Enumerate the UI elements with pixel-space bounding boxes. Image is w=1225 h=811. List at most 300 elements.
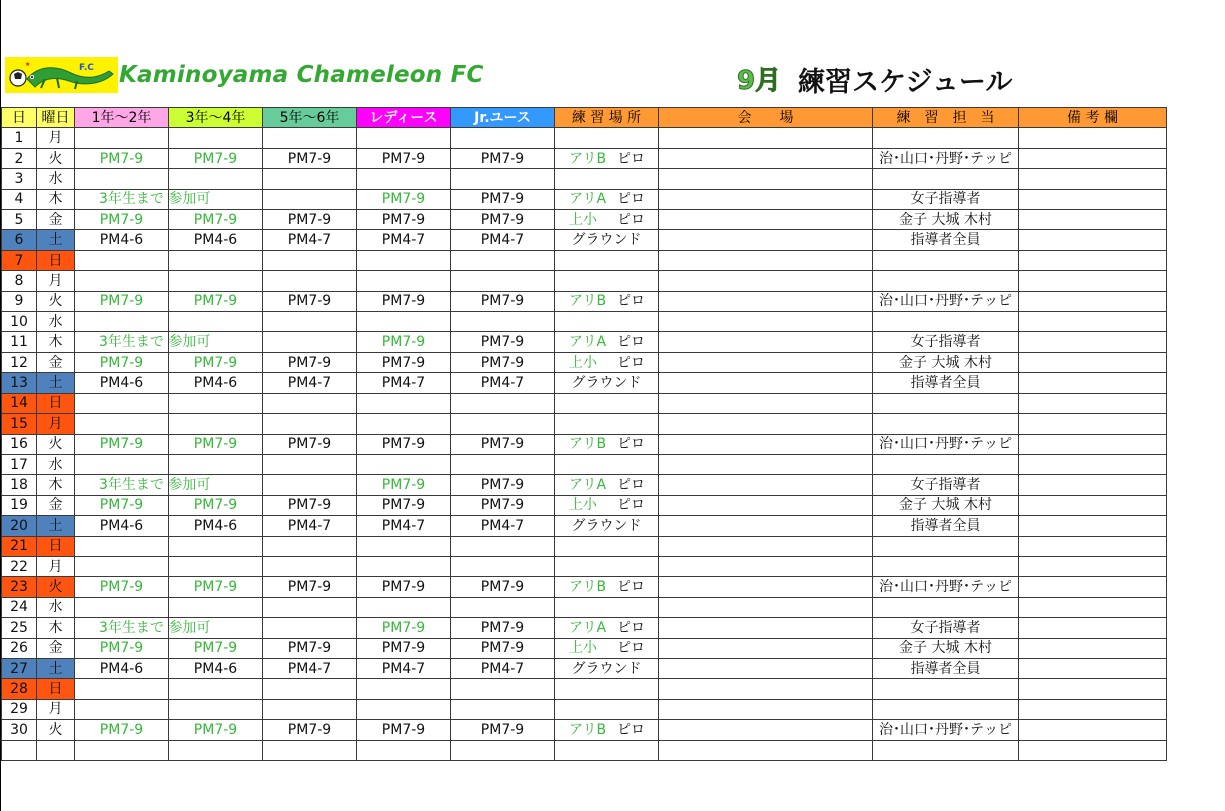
coach-cell: 金子 大城 木村 bbox=[873, 495, 1019, 515]
empty-cell bbox=[873, 679, 1019, 699]
empty-cell bbox=[75, 312, 169, 332]
weekday-cell: 月 bbox=[37, 699, 75, 719]
place-sub: ピロ bbox=[617, 640, 645, 657]
jr-youth-time: PM7-9 bbox=[451, 352, 555, 372]
venue-cell bbox=[659, 658, 873, 678]
empty-cell bbox=[263, 454, 357, 474]
empty-cell bbox=[75, 454, 169, 474]
table-row bbox=[2, 128, 1167, 148]
empty-cell bbox=[1019, 169, 1167, 189]
empty-cell bbox=[659, 271, 873, 291]
empty-cell bbox=[873, 699, 1019, 719]
weekday-cell: 日 bbox=[37, 536, 75, 556]
col-header-jr-youth: Jr.ユース bbox=[451, 108, 555, 128]
empty-cell bbox=[555, 454, 659, 474]
coach-cell: 指導者全員 bbox=[873, 373, 1019, 393]
empty-cell bbox=[451, 271, 555, 291]
place-main: アリB bbox=[569, 721, 607, 738]
grade-1-2-time: PM7-9 bbox=[75, 638, 169, 658]
empty-cell bbox=[1019, 454, 1167, 474]
empty-cell bbox=[873, 454, 1019, 474]
venue-cell bbox=[659, 332, 873, 352]
empty-cell bbox=[555, 536, 659, 556]
place-main: アリA bbox=[569, 619, 607, 636]
ladies-time: PM4-7 bbox=[357, 373, 451, 393]
table-row bbox=[2, 210, 1167, 230]
empty-cell bbox=[659, 169, 873, 189]
notes-cell bbox=[1019, 516, 1167, 536]
empty-cell bbox=[357, 128, 451, 148]
grade-5-6-time: PM7-9 bbox=[263, 291, 357, 311]
empty-cell bbox=[555, 250, 659, 270]
empty-cell bbox=[1019, 679, 1167, 699]
table-row bbox=[2, 393, 1167, 413]
empty-cell bbox=[169, 740, 263, 760]
grade-3-4-time: PM7-9 bbox=[169, 638, 263, 658]
venue-cell bbox=[659, 638, 873, 658]
day-cell: 21 bbox=[2, 536, 37, 556]
col-header-grade-3-4: 3年～4年 bbox=[169, 108, 263, 128]
empty-cell bbox=[659, 454, 873, 474]
coach-cell: 女子指導者 bbox=[873, 618, 1019, 638]
table-row bbox=[2, 495, 1167, 515]
venue-cell bbox=[659, 495, 873, 515]
grade-5-6-time: PM7-9 bbox=[263, 352, 357, 372]
notes-cell bbox=[1019, 210, 1167, 230]
grade-3-4-time: PM7-9 bbox=[169, 352, 263, 372]
practice-place bbox=[555, 210, 659, 230]
place-sub: ピロ bbox=[617, 334, 645, 351]
empty-cell bbox=[357, 597, 451, 617]
notes-cell bbox=[1019, 475, 1167, 495]
venue-cell bbox=[659, 577, 873, 597]
empty-cell bbox=[659, 536, 873, 556]
empty-cell bbox=[169, 312, 263, 332]
empty-cell bbox=[263, 271, 357, 291]
grade-3-4-time: PM4-6 bbox=[169, 516, 263, 536]
practice-place: グラウンド bbox=[555, 658, 659, 678]
col-header-venue: 会 場 bbox=[659, 108, 873, 128]
place-main: アリB bbox=[569, 579, 607, 596]
table-row bbox=[2, 250, 1167, 270]
table-row bbox=[2, 597, 1167, 617]
empty-cell bbox=[873, 393, 1019, 413]
grade-1-2-time: PM7-9 bbox=[75, 352, 169, 372]
empty-cell bbox=[1019, 536, 1167, 556]
empty-cell bbox=[555, 414, 659, 434]
header-row bbox=[2, 108, 1167, 128]
participation-note: 3年生まで 参加可 bbox=[75, 618, 169, 638]
table-row bbox=[2, 679, 1167, 699]
ladies-time: PM7-9 bbox=[357, 332, 451, 352]
practice-place: グラウンド bbox=[555, 230, 659, 250]
day-cell: 29 bbox=[2, 699, 37, 719]
grade-5-6-time: PM7-9 bbox=[263, 210, 357, 230]
empty-cell bbox=[451, 393, 555, 413]
empty-cell bbox=[555, 740, 659, 760]
empty-cell bbox=[75, 169, 169, 189]
day-cell bbox=[2, 740, 37, 760]
empty-cell bbox=[75, 740, 169, 760]
table-row bbox=[2, 720, 1167, 740]
weekday-cell: 月 bbox=[37, 414, 75, 434]
grade-3-4-time: PM4-6 bbox=[169, 658, 263, 678]
weekday-cell: 火 bbox=[37, 720, 75, 740]
empty-cell bbox=[169, 271, 263, 291]
empty-cell bbox=[75, 597, 169, 617]
empty-cell bbox=[263, 250, 357, 270]
table-row bbox=[2, 169, 1167, 189]
grade-3-4-time: PM7-9 bbox=[169, 148, 263, 168]
day-cell: 18 bbox=[2, 475, 37, 495]
notes-cell bbox=[1019, 638, 1167, 658]
practice-place bbox=[555, 352, 659, 372]
grade-3-4-time: PM7-9 bbox=[169, 210, 263, 230]
empty-cell bbox=[1019, 128, 1167, 148]
place-sub: ピロ bbox=[617, 477, 645, 494]
empty-cell bbox=[451, 536, 555, 556]
coach-cell: 指導者全員 bbox=[873, 658, 1019, 678]
day-cell: 28 bbox=[2, 679, 37, 699]
weekday-cell: 水 bbox=[37, 312, 75, 332]
venue-cell bbox=[659, 189, 873, 209]
practice-place bbox=[555, 148, 659, 168]
place-main: 上小 bbox=[569, 354, 597, 371]
jr-youth-time: PM7-9 bbox=[451, 495, 555, 515]
day-cell: 7 bbox=[2, 250, 37, 270]
empty-cell bbox=[659, 250, 873, 270]
col-header-grade-1-2: 1年～2年 bbox=[75, 108, 169, 128]
notes-cell bbox=[1019, 577, 1167, 597]
empty-cell bbox=[263, 597, 357, 617]
jr-youth-time: PM7-9 bbox=[451, 618, 555, 638]
empty-cell bbox=[1019, 414, 1167, 434]
weekday-cell: 日 bbox=[37, 250, 75, 270]
day-cell: 24 bbox=[2, 597, 37, 617]
logo-text: F.C bbox=[79, 63, 94, 73]
empty-cell bbox=[75, 536, 169, 556]
empty-cell bbox=[357, 169, 451, 189]
weekday-cell bbox=[37, 740, 75, 760]
grade-5-6-time: PM4-7 bbox=[263, 658, 357, 678]
coach-cell: 金子 大城 木村 bbox=[873, 210, 1019, 230]
table-row bbox=[2, 332, 1167, 352]
empty-cell bbox=[263, 128, 357, 148]
empty-cell bbox=[451, 556, 555, 576]
weekday-cell: 木 bbox=[37, 475, 75, 495]
empty-cell bbox=[873, 271, 1019, 291]
weekday-cell: 水 bbox=[37, 169, 75, 189]
grade-1-2-time: PM4-6 bbox=[75, 230, 169, 250]
table-row bbox=[2, 352, 1167, 372]
place-sub: ピロ bbox=[617, 191, 645, 208]
empty-cell bbox=[169, 556, 263, 576]
col-header-practice-place: 練 習 場 所 bbox=[555, 108, 659, 128]
grade-1-2-time: PM4-6 bbox=[75, 516, 169, 536]
table-row bbox=[2, 271, 1167, 291]
grade-5-6-time: PM7-9 bbox=[263, 148, 357, 168]
notes-cell bbox=[1019, 618, 1167, 638]
empty-cell bbox=[263, 699, 357, 719]
empty-cell bbox=[555, 128, 659, 148]
table-row bbox=[2, 658, 1167, 678]
empty-cell bbox=[451, 740, 555, 760]
col-header-notes: 備 考 欄 bbox=[1019, 108, 1167, 128]
empty-cell bbox=[555, 556, 659, 576]
empty-cell bbox=[1019, 740, 1167, 760]
grade-5-6-time: PM4-7 bbox=[263, 230, 357, 250]
empty-cell bbox=[1019, 393, 1167, 413]
weekday-cell: 金 bbox=[37, 352, 75, 372]
empty-cell bbox=[873, 740, 1019, 760]
chameleon-logo-icon bbox=[5, 57, 118, 93]
coach-cell: 治･山口･丹野･テッピ bbox=[873, 434, 1019, 454]
weekday-cell: 金 bbox=[37, 638, 75, 658]
table-row bbox=[2, 577, 1167, 597]
jr-youth-time: PM7-9 bbox=[451, 434, 555, 454]
coach-cell: 治･山口･丹野･テッピ bbox=[873, 148, 1019, 168]
grade-5-6-time: PM7-9 bbox=[263, 638, 357, 658]
col-header-grade-5-6: 5年～6年 bbox=[263, 108, 357, 128]
venue-cell bbox=[659, 720, 873, 740]
grade-5-6-time: PM7-9 bbox=[263, 434, 357, 454]
empty-cell bbox=[451, 169, 555, 189]
empty-cell bbox=[659, 556, 873, 576]
empty-cell bbox=[263, 169, 357, 189]
place-main: アリA bbox=[569, 477, 607, 494]
table-row bbox=[2, 434, 1167, 454]
coach-cell: 治･山口･丹野･テッピ bbox=[873, 720, 1019, 740]
team-name: Kaminoyama Chameleon FC bbox=[119, 62, 484, 88]
empty-cell bbox=[169, 169, 263, 189]
coach-cell: 金子 大城 木村 bbox=[873, 352, 1019, 372]
weekday-cell: 水 bbox=[37, 454, 75, 474]
ladies-time: PM7-9 bbox=[357, 434, 451, 454]
col-header-coach: 練 習 担 当 bbox=[873, 108, 1019, 128]
coach-cell: 女子指導者 bbox=[873, 189, 1019, 209]
empty-cell bbox=[263, 475, 357, 495]
table-row bbox=[2, 740, 1167, 760]
place-main: 上小 bbox=[569, 497, 597, 514]
day-cell: 9 bbox=[2, 291, 37, 311]
place-main: アリA bbox=[569, 191, 607, 208]
ladies-time: PM7-9 bbox=[357, 577, 451, 597]
table-row bbox=[2, 148, 1167, 168]
grade-3-4-time: PM7-9 bbox=[169, 495, 263, 515]
empty-cell bbox=[357, 679, 451, 699]
table-row bbox=[2, 475, 1167, 495]
table-row bbox=[2, 312, 1167, 332]
weekday-cell: 土 bbox=[37, 516, 75, 536]
coach-cell: 指導者全員 bbox=[873, 230, 1019, 250]
empty-cell bbox=[169, 414, 263, 434]
day-cell: 1 bbox=[2, 128, 37, 148]
empty-cell bbox=[873, 536, 1019, 556]
ladies-time: PM7-9 bbox=[357, 210, 451, 230]
empty-cell bbox=[169, 250, 263, 270]
place-sub: ピロ bbox=[617, 211, 645, 228]
table-row bbox=[2, 536, 1167, 556]
day-cell: 15 bbox=[2, 414, 37, 434]
notes-cell bbox=[1019, 495, 1167, 515]
col-header-day: 日 bbox=[2, 108, 37, 128]
empty-cell bbox=[75, 699, 169, 719]
club-logo bbox=[5, 57, 118, 93]
day-cell: 20 bbox=[2, 516, 37, 536]
venue-cell bbox=[659, 618, 873, 638]
empty-cell bbox=[169, 699, 263, 719]
day-cell: 19 bbox=[2, 495, 37, 515]
weekday-cell: 日 bbox=[37, 393, 75, 413]
empty-cell bbox=[357, 414, 451, 434]
venue-cell bbox=[659, 516, 873, 536]
jr-youth-time: PM7-9 bbox=[451, 210, 555, 230]
grade-1-2-time: PM7-9 bbox=[75, 148, 169, 168]
empty-cell bbox=[169, 679, 263, 699]
day-cell: 17 bbox=[2, 454, 37, 474]
ladies-time: PM4-7 bbox=[357, 658, 451, 678]
practice-place bbox=[555, 434, 659, 454]
empty-cell bbox=[451, 128, 555, 148]
day-cell: 27 bbox=[2, 658, 37, 678]
table-row bbox=[2, 638, 1167, 658]
notes-cell bbox=[1019, 373, 1167, 393]
jr-youth-time: PM4-7 bbox=[451, 230, 555, 250]
grade-3-4-time: PM7-9 bbox=[169, 720, 263, 740]
venue-cell bbox=[659, 210, 873, 230]
empty-cell bbox=[357, 271, 451, 291]
weekday-cell: 土 bbox=[37, 373, 75, 393]
empty-cell bbox=[169, 536, 263, 556]
coach-cell: 金子 大城 木村 bbox=[873, 638, 1019, 658]
empty-cell bbox=[555, 679, 659, 699]
empty-cell bbox=[1019, 250, 1167, 270]
day-cell: 23 bbox=[2, 577, 37, 597]
weekday-cell: 木 bbox=[37, 332, 75, 352]
jr-youth-time: PM7-9 bbox=[451, 638, 555, 658]
empty-cell bbox=[873, 556, 1019, 576]
empty-cell bbox=[357, 250, 451, 270]
ladies-time: PM7-9 bbox=[357, 475, 451, 495]
coach-cell: 治･山口･丹野･テッピ bbox=[873, 577, 1019, 597]
empty-cell bbox=[357, 740, 451, 760]
notes-cell bbox=[1019, 352, 1167, 372]
table-row bbox=[2, 618, 1167, 638]
col-header-ladies: レディース bbox=[357, 108, 451, 128]
grade-5-6-time: PM7-9 bbox=[263, 720, 357, 740]
notes-cell bbox=[1019, 720, 1167, 740]
ladies-time: PM7-9 bbox=[357, 720, 451, 740]
practice-place bbox=[555, 495, 659, 515]
empty-cell bbox=[75, 414, 169, 434]
empty-cell bbox=[659, 699, 873, 719]
practice-place bbox=[555, 291, 659, 311]
notes-cell bbox=[1019, 230, 1167, 250]
empty-cell bbox=[357, 454, 451, 474]
empty-cell bbox=[873, 250, 1019, 270]
coach-cell: 治･山口･丹野･テッピ bbox=[873, 291, 1019, 311]
empty-cell bbox=[357, 536, 451, 556]
place-main: アリA bbox=[569, 334, 607, 351]
place-main: 上小 bbox=[569, 640, 597, 657]
empty-cell bbox=[451, 699, 555, 719]
day-cell: 4 bbox=[2, 189, 37, 209]
empty-cell bbox=[659, 414, 873, 434]
jr-youth-time: PM4-7 bbox=[451, 658, 555, 678]
place-sub: ピロ bbox=[617, 619, 645, 636]
empty-cell bbox=[169, 128, 263, 148]
empty-cell bbox=[451, 414, 555, 434]
notes-cell bbox=[1019, 291, 1167, 311]
empty-cell bbox=[873, 128, 1019, 148]
empty-cell bbox=[451, 454, 555, 474]
empty-cell bbox=[75, 556, 169, 576]
empty-cell bbox=[169, 393, 263, 413]
ladies-time: PM7-9 bbox=[357, 352, 451, 372]
weekday-cell: 木 bbox=[37, 618, 75, 638]
grade-5-6-time: PM7-9 bbox=[263, 495, 357, 515]
ladies-time: PM7-9 bbox=[357, 495, 451, 515]
weekday-cell: 月 bbox=[37, 271, 75, 291]
empty-cell bbox=[873, 312, 1019, 332]
empty-cell bbox=[555, 271, 659, 291]
ladies-time: PM7-9 bbox=[357, 618, 451, 638]
jr-youth-time: PM7-9 bbox=[451, 189, 555, 209]
table-row bbox=[2, 516, 1167, 536]
place-sub: ピロ bbox=[617, 721, 645, 738]
empty-cell bbox=[451, 597, 555, 617]
coach-cell: 女子指導者 bbox=[873, 332, 1019, 352]
venue-cell bbox=[659, 475, 873, 495]
practice-place bbox=[555, 475, 659, 495]
empty-cell bbox=[75, 271, 169, 291]
grade-1-2-time: PM7-9 bbox=[75, 577, 169, 597]
empty-cell bbox=[873, 597, 1019, 617]
table-row bbox=[2, 556, 1167, 576]
empty-cell bbox=[75, 679, 169, 699]
ladies-time: PM7-9 bbox=[357, 189, 451, 209]
venue-cell bbox=[659, 352, 873, 372]
grade-5-6-time: PM7-9 bbox=[263, 577, 357, 597]
practice-place bbox=[555, 189, 659, 209]
grade-3-4-time: PM4-6 bbox=[169, 373, 263, 393]
place-sub: ピロ bbox=[617, 579, 645, 596]
empty-cell bbox=[659, 393, 873, 413]
grade-3-4-time: PM7-9 bbox=[169, 577, 263, 597]
empty-cell bbox=[1019, 312, 1167, 332]
participation-note: 3年生まで 参加可 bbox=[75, 475, 169, 495]
place-main: アリB bbox=[569, 293, 607, 310]
place-sub: ピロ bbox=[617, 436, 645, 453]
place-main: 上小 bbox=[569, 211, 597, 228]
schedule-body bbox=[2, 128, 1167, 761]
schedule-month: 9月 bbox=[737, 66, 782, 96]
weekday-cell: 火 bbox=[37, 577, 75, 597]
empty-cell bbox=[169, 597, 263, 617]
weekday-cell: 火 bbox=[37, 434, 75, 454]
schedule-table bbox=[1, 107, 1167, 761]
day-cell: 30 bbox=[2, 720, 37, 740]
grade-3-4-time: PM7-9 bbox=[169, 434, 263, 454]
grade-1-2-time: PM7-9 bbox=[75, 434, 169, 454]
empty-cell bbox=[1019, 699, 1167, 719]
empty-cell bbox=[1019, 597, 1167, 617]
jr-youth-time: PM4-7 bbox=[451, 373, 555, 393]
empty-cell bbox=[75, 250, 169, 270]
coach-cell: 指導者全員 bbox=[873, 516, 1019, 536]
empty-cell bbox=[659, 312, 873, 332]
empty-cell bbox=[263, 312, 357, 332]
